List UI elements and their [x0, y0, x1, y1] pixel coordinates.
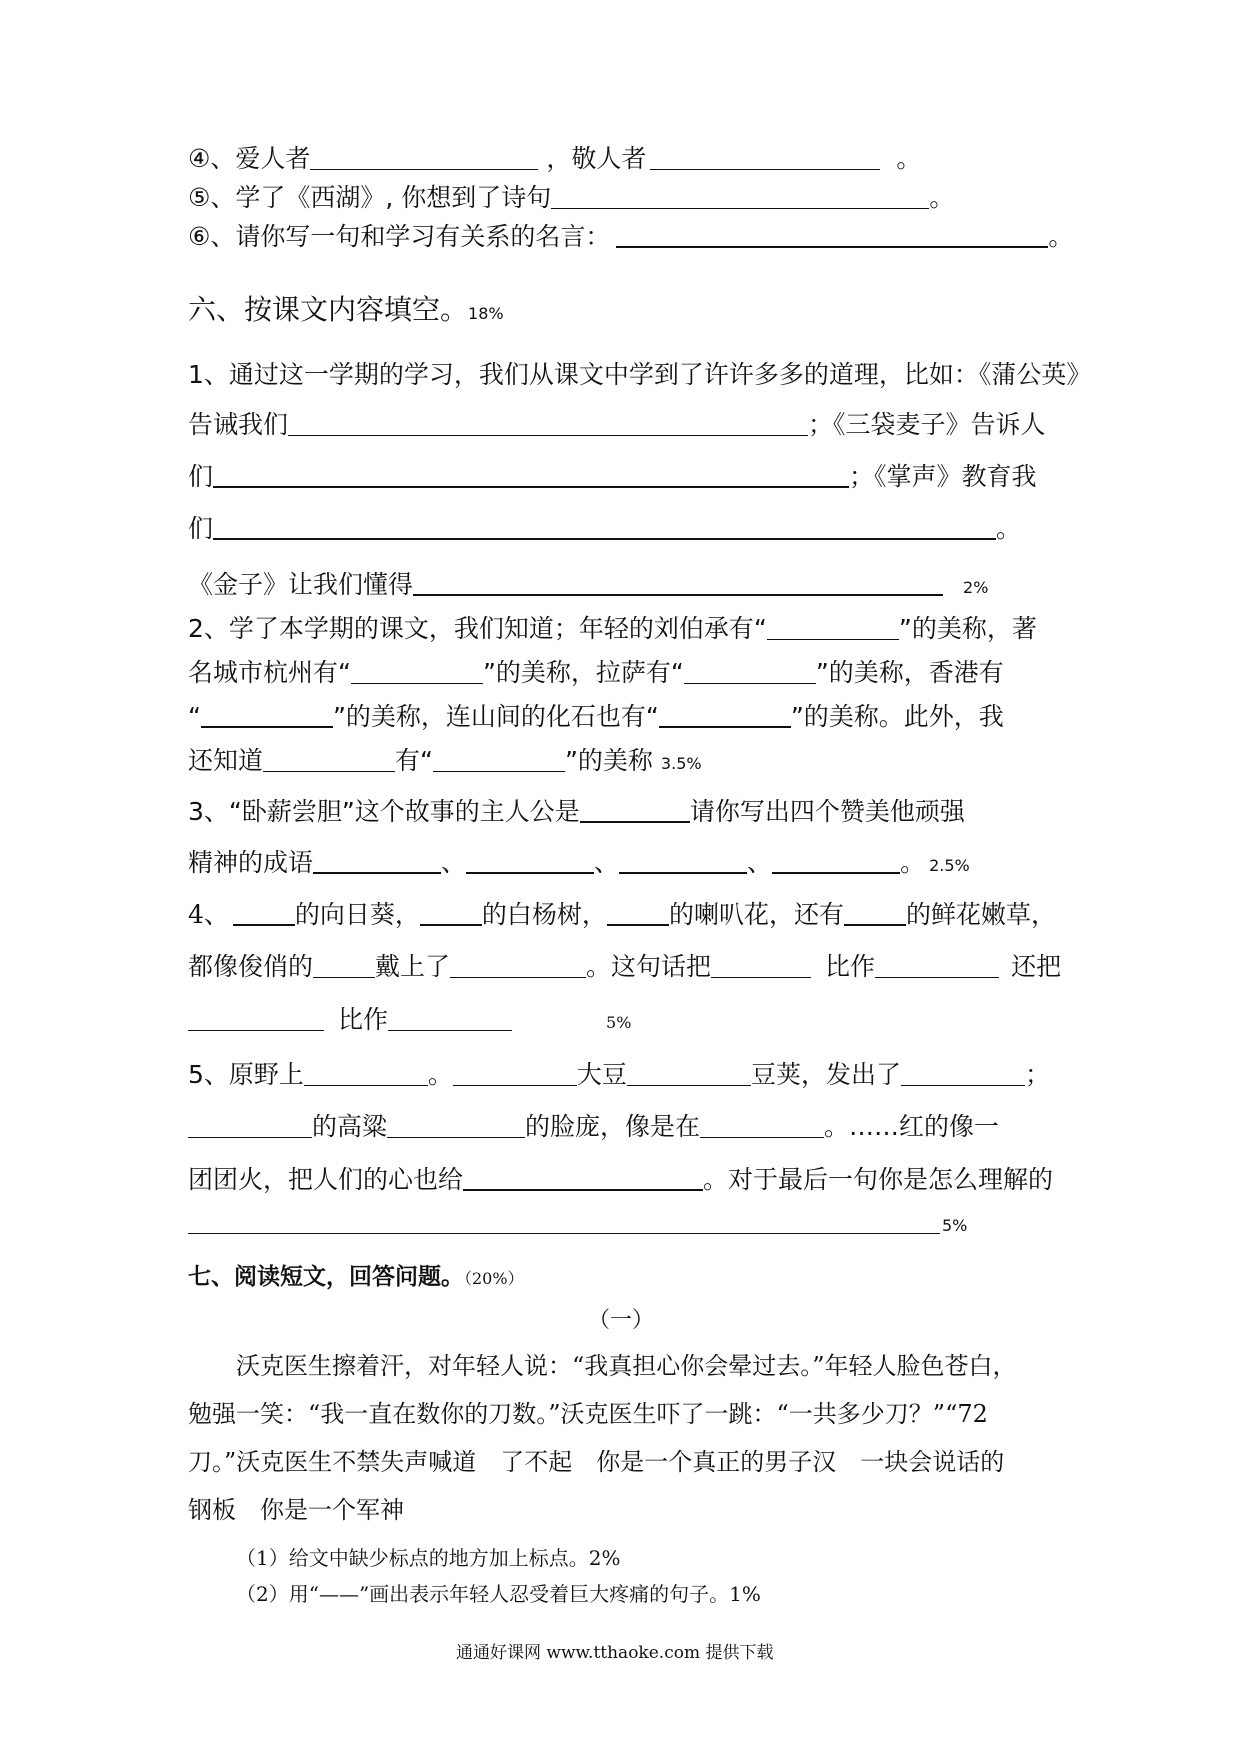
text: 豆荚，发出了 — [750, 1060, 901, 1089]
text: 还把 — [1011, 952, 1062, 981]
blank[interactable] — [233, 898, 295, 926]
title-text: 七、阅读短文，回答问题。 — [188, 1263, 464, 1290]
blank[interactable] — [650, 143, 880, 170]
text: 的白杨树， — [481, 900, 607, 929]
q5-item5 — [188, 181, 954, 215]
text: ”的美称，香港有 — [815, 658, 1004, 687]
text: 有“ — [395, 746, 433, 775]
blank[interactable] — [420, 898, 482, 926]
title-text: 六、按课文内容填空。 — [188, 293, 469, 326]
text: 名城市杭州有“ — [188, 658, 351, 687]
punct: 。 — [900, 848, 926, 877]
q2-line1 — [188, 612, 1037, 646]
score: 5% — [942, 1216, 968, 1235]
text: 4、 — [188, 900, 229, 929]
text: 们 — [188, 462, 214, 491]
blank[interactable] — [188, 1004, 324, 1031]
blank[interactable] — [313, 951, 375, 978]
text: ”的美称，连山间的化石也有“ — [332, 702, 659, 731]
text: 2、学了本学期的课文，我们知道；年轻的刘伯承有“ — [188, 614, 767, 643]
punct: 。 — [929, 183, 955, 212]
blank[interactable] — [684, 657, 816, 684]
blank[interactable] — [387, 1111, 525, 1138]
blank[interactable] — [711, 951, 811, 978]
passage-line2: 勉强一笑：“我一直在数你的刀数。”沃克医生吓了一跳：“一共多少刀？”“72 — [188, 1400, 988, 1428]
text: 精神的成语 — [188, 848, 314, 877]
item4-label-b: ，敬人者 — [546, 144, 647, 173]
q1-line4 — [188, 512, 1021, 546]
score: 5% — [606, 1013, 632, 1032]
score: 18% — [468, 304, 504, 323]
blank[interactable] — [313, 846, 441, 874]
blank[interactable] — [413, 568, 943, 596]
section6-title — [188, 293, 504, 331]
blank[interactable] — [619, 846, 747, 874]
text: 5、原野上 — [188, 1060, 304, 1089]
q1-line5 — [188, 568, 988, 605]
text: 团团火，把人们的心也给 — [188, 1165, 464, 1194]
text: 。 — [427, 1060, 453, 1089]
q5-item6 — [188, 220, 1073, 254]
blank[interactable] — [607, 898, 669, 926]
item6-label: ⑥、请你写一句和学习有关系的名言： — [188, 222, 611, 251]
blank[interactable] — [901, 1059, 1025, 1086]
text: ； — [1024, 1060, 1050, 1089]
blank[interactable] — [659, 700, 791, 728]
q2-line4 — [188, 744, 702, 781]
q1-line3 — [188, 460, 1037, 494]
blank[interactable] — [700, 1111, 824, 1138]
blank[interactable] — [772, 846, 900, 874]
text: 们 — [188, 514, 214, 543]
section7-title — [188, 1260, 524, 1296]
text: 都像俊俏的 — [188, 952, 314, 981]
q1-line1 — [188, 358, 1091, 392]
text: 的鲜花嫩草， — [905, 900, 1056, 929]
text: 的脸庞，像是在 — [525, 1112, 701, 1141]
subquestion-2: （2）用“——”画出表示年轻人忍受着巨大疼痛的句子。1% — [236, 1582, 761, 1606]
text: 。对于最后一句你是怎么理解的 — [703, 1165, 1054, 1194]
text: 1、通过这一学期的学习，我们从课文中学到了许许多多的道理，比如：《蒲公英》 — [188, 360, 1092, 389]
text: 的向日葵， — [294, 900, 420, 929]
score: 3.5% — [660, 754, 702, 773]
text: 戴上了 — [375, 952, 451, 981]
punct: 。 — [896, 144, 922, 173]
text: 比作 — [825, 952, 876, 981]
blank[interactable] — [388, 1004, 512, 1031]
sep: 、 — [594, 848, 620, 877]
part-label: （一） — [588, 1308, 655, 1333]
text: 大豆 — [576, 1060, 627, 1089]
score: 2% — [963, 578, 989, 597]
blank[interactable] — [767, 613, 899, 640]
blank[interactable] — [351, 657, 483, 684]
q5-item4 — [188, 142, 921, 176]
blank[interactable] — [433, 745, 565, 772]
text: ”的美称。此外，我 — [790, 702, 1004, 731]
text: ；《三袋麦子》告诉人 — [808, 410, 1046, 439]
blank[interactable] — [453, 1059, 577, 1086]
q4-line2 — [188, 950, 1061, 984]
q4-line1 — [188, 898, 1056, 932]
blank[interactable] — [201, 700, 333, 728]
text: “ — [188, 702, 201, 731]
blank[interactable] — [263, 745, 395, 772]
blank[interactable] — [466, 846, 594, 874]
score: 2.5% — [929, 856, 970, 875]
text: 比作 — [338, 1005, 389, 1034]
q2-line2 — [188, 656, 1004, 690]
q1-line2 — [188, 408, 1046, 442]
text: ”的美称，著 — [898, 614, 1037, 643]
text: 《金子》让我们懂得 — [188, 570, 414, 599]
q2-line3 — [188, 700, 1004, 734]
score: （20%） — [464, 1269, 524, 1288]
blank[interactable] — [188, 1111, 312, 1138]
text: 3、“卧薪尝胆”这个故事的主人公是 — [188, 797, 580, 826]
q3-line1 — [188, 795, 965, 829]
q5-line2 — [188, 1110, 999, 1144]
sep: 、 — [747, 848, 773, 877]
blank[interactable] — [188, 1207, 940, 1234]
blank[interactable] — [288, 409, 808, 436]
blank[interactable] — [580, 795, 690, 823]
blank[interactable] — [463, 1163, 703, 1191]
subquestion-1: （1）给文中缺少标点的地方加上标点。2% — [236, 1546, 621, 1570]
q4-line3 — [188, 1003, 631, 1040]
punct: 。 — [996, 514, 1022, 543]
passage-line3: 刀。”沃克医生不禁失声喊道 了不起 你是一个真正的男子汉 一块会说话的 — [188, 1448, 1005, 1476]
blank[interactable] — [616, 220, 1048, 248]
q5-line1 — [188, 1058, 1050, 1092]
blank[interactable] — [551, 182, 929, 209]
q5-line4 — [188, 1206, 967, 1243]
text: 告诫我们 — [188, 410, 289, 439]
text: 的高粱 — [312, 1112, 388, 1141]
passage-line4: 钢板 你是一个军神 — [188, 1496, 404, 1524]
blank[interactable] — [213, 512, 996, 540]
punct: 。 — [1048, 222, 1074, 251]
item5-label: ⑤、学了《西湖》, 你想到了诗句 — [188, 183, 552, 212]
blank[interactable] — [450, 951, 586, 978]
text: ”的美称 — [564, 746, 653, 775]
text: 。……红的像一 — [824, 1112, 1000, 1141]
blank[interactable] — [310, 143, 538, 170]
blank[interactable] — [627, 1059, 751, 1086]
footer-text: 通通好课网 www.tthaoke.com 提供下载 — [456, 1643, 774, 1663]
passage-line1: 沃克医生擦着汗，对年轻人说：“我真担心你会晕过去。”年轻人脸色苍白， — [236, 1352, 1017, 1380]
blank[interactable] — [875, 951, 999, 978]
q3-line2 — [188, 846, 970, 883]
text: 的喇叭花，还有 — [668, 900, 844, 929]
q5-line3 — [188, 1163, 1053, 1197]
sep: 、 — [441, 848, 467, 877]
item4-label: ④、爱人者 — [188, 144, 311, 173]
text: 。这句话把 — [586, 952, 712, 981]
text: ；《掌声》教育我 — [849, 462, 1037, 491]
text: ”的美称，拉萨有“ — [482, 658, 684, 687]
text: 还知道 — [188, 746, 264, 775]
blank[interactable] — [304, 1059, 428, 1086]
blank[interactable] — [213, 460, 849, 488]
blank[interactable] — [844, 898, 906, 926]
text: 请你写出四个赞美他顽强 — [689, 797, 965, 826]
